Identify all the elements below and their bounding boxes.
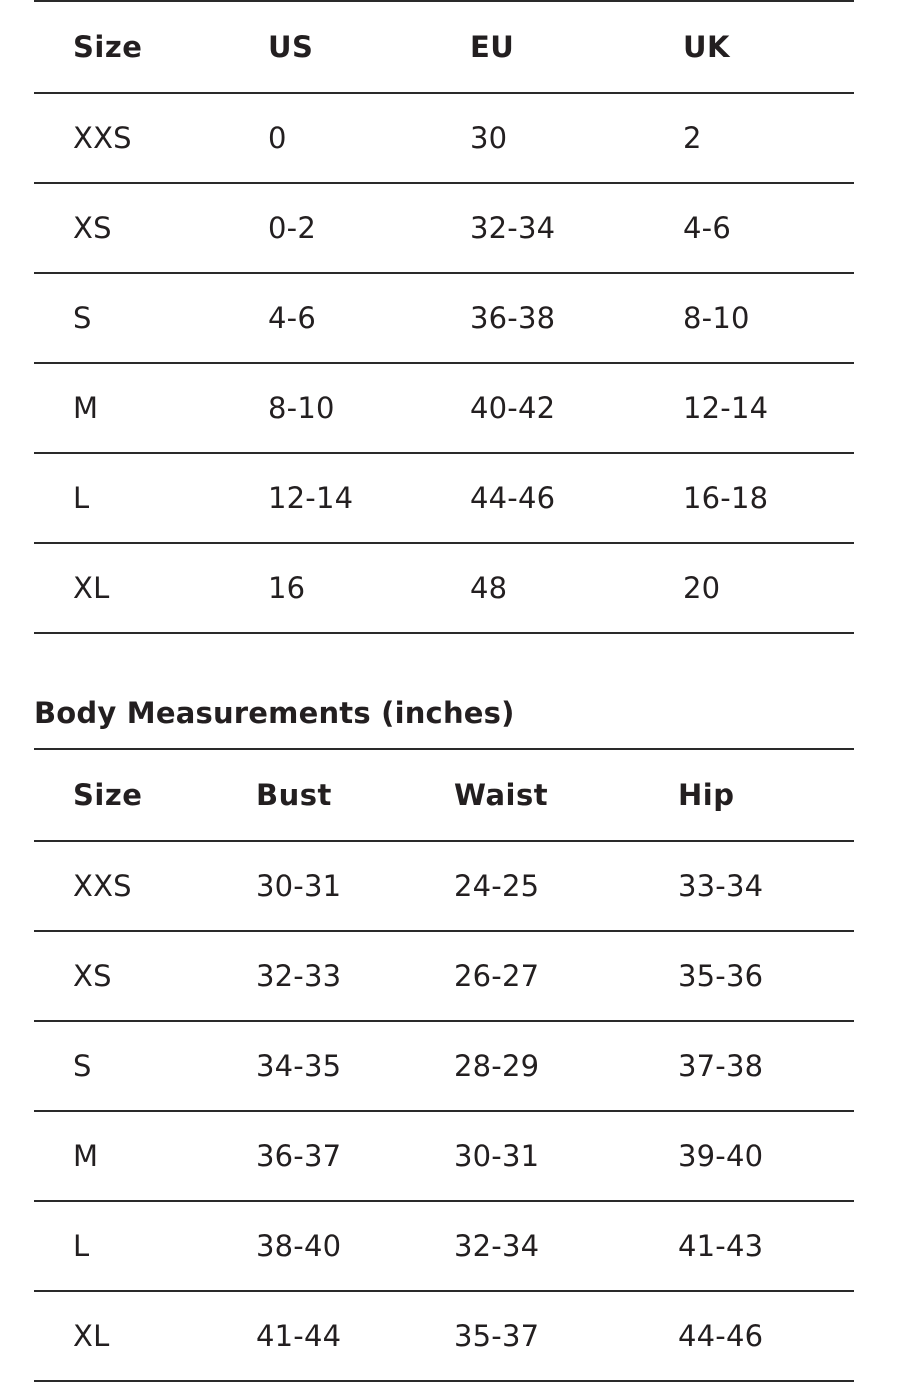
body-measurements-table-cell: 30-31 (454, 1139, 540, 1173)
size-conversion-table-cell: 36-38 (470, 301, 556, 335)
body-measurements-table-cell: 41-44 (256, 1319, 342, 1353)
size-conversion-table-cell: 2 (683, 121, 702, 155)
body-measurements-table-cell: 32-33 (256, 959, 342, 993)
size-conversion-table-row (34, 94, 854, 184)
size-conversion-column-header: UK (683, 30, 731, 64)
size-conversion-table-cell: L (73, 481, 90, 515)
size-conversion-table-cell: 16-18 (683, 481, 769, 515)
size-conversion-table-cell: 30 (470, 121, 508, 155)
body-measurements-table-cell: XS (73, 959, 112, 993)
size-conversion-table-cell: XS (73, 211, 112, 245)
body-measurements-table-cell: 36-37 (256, 1139, 342, 1173)
body-measurements-table-cell: 24-25 (454, 869, 540, 903)
size-conversion-column-header: US (268, 30, 314, 64)
size-conversion-column-header: Size (73, 30, 143, 64)
size-conversion-table-cell: 20 (683, 571, 721, 605)
size-conversion-table-row (34, 454, 854, 544)
size-conversion-table-cell: M (73, 391, 99, 425)
body-measurements-table-cell: 35-37 (454, 1319, 540, 1353)
body-measurements-table-cell: 37-38 (678, 1049, 764, 1083)
body-measurements-table-cell: XXS (73, 869, 132, 903)
size-conversion-table-cell: 12-14 (268, 481, 354, 515)
size-conversion-table-cell: 44-46 (470, 481, 556, 515)
body-measurements-table-row (34, 842, 854, 932)
size-conversion-table-cell: 8-10 (683, 301, 750, 335)
size-conversion-table-cell: XXS (73, 121, 132, 155)
body-measurements-column-header: Bust (256, 778, 332, 812)
size-conversion-table-cell: 40-42 (470, 391, 556, 425)
size-conversion-table-cell: 16 (268, 571, 306, 605)
size-conversion-table-cell: 0 (268, 121, 287, 155)
size-conversion-table-row (34, 274, 854, 364)
body-measurements-table-cell: 28-29 (454, 1049, 540, 1083)
body-measurements-table-cell: 32-34 (454, 1229, 540, 1263)
size-conversion-column-header: EU (470, 30, 515, 64)
size-conversion-table-cell: S (73, 301, 92, 335)
body-measurements-table-row (34, 1112, 854, 1202)
size-conversion-table-cell: 4-6 (683, 211, 731, 245)
size-conversion-table-cell: XL (73, 571, 110, 605)
body-measurements-table-cell: 33-34 (678, 869, 764, 903)
body-measurements-table-cell: M (73, 1139, 99, 1173)
size-conversion-header-row (34, 0, 854, 94)
size-conversion-table-cell: 8-10 (268, 391, 335, 425)
body-measurements-table-cell: L (73, 1229, 90, 1263)
body-measurements-table-cell: 26-27 (454, 959, 540, 993)
body-measurements-column-header: Waist (454, 778, 549, 812)
size-conversion-table (34, 0, 854, 634)
size-conversion-table-cell: 4-6 (268, 301, 316, 335)
body-measurements-table (34, 748, 854, 1382)
body-measurements-table-cell: 44-46 (678, 1319, 764, 1353)
body-measurements-table-cell: 38-40 (256, 1229, 342, 1263)
body-measurements-title: Body Measurements (inches) (34, 696, 515, 730)
size-conversion-table-cell: 48 (470, 571, 508, 605)
body-measurements-table-cell: 39-40 (678, 1139, 764, 1173)
body-measurements-column-header: Size (73, 778, 143, 812)
body-measurements-table-row (34, 1292, 854, 1382)
size-conversion-table-row (34, 544, 854, 634)
size-conversion-table-row (34, 184, 854, 274)
size-conversion-table-row (34, 364, 854, 454)
size-conversion-table-cell: 32-34 (470, 211, 556, 245)
size-conversion-table-cell: 12-14 (683, 391, 769, 425)
body-measurements-table-row (34, 932, 854, 1022)
body-measurements-table-cell: 30-31 (256, 869, 342, 903)
size-conversion-table-cell: 0-2 (268, 211, 316, 245)
body-measurements-table-cell: XL (73, 1319, 110, 1353)
body-measurements-table-cell: 35-36 (678, 959, 764, 993)
body-measurements-table-cell: 34-35 (256, 1049, 342, 1083)
body-measurements-column-header: Hip (678, 778, 735, 812)
body-measurements-table-row (34, 1022, 854, 1112)
body-measurements-table-cell: S (73, 1049, 92, 1083)
body-measurements-table-cell: 41-43 (678, 1229, 764, 1263)
body-measurements-table-row (34, 1202, 854, 1292)
body-measurements-header-row (34, 748, 854, 842)
